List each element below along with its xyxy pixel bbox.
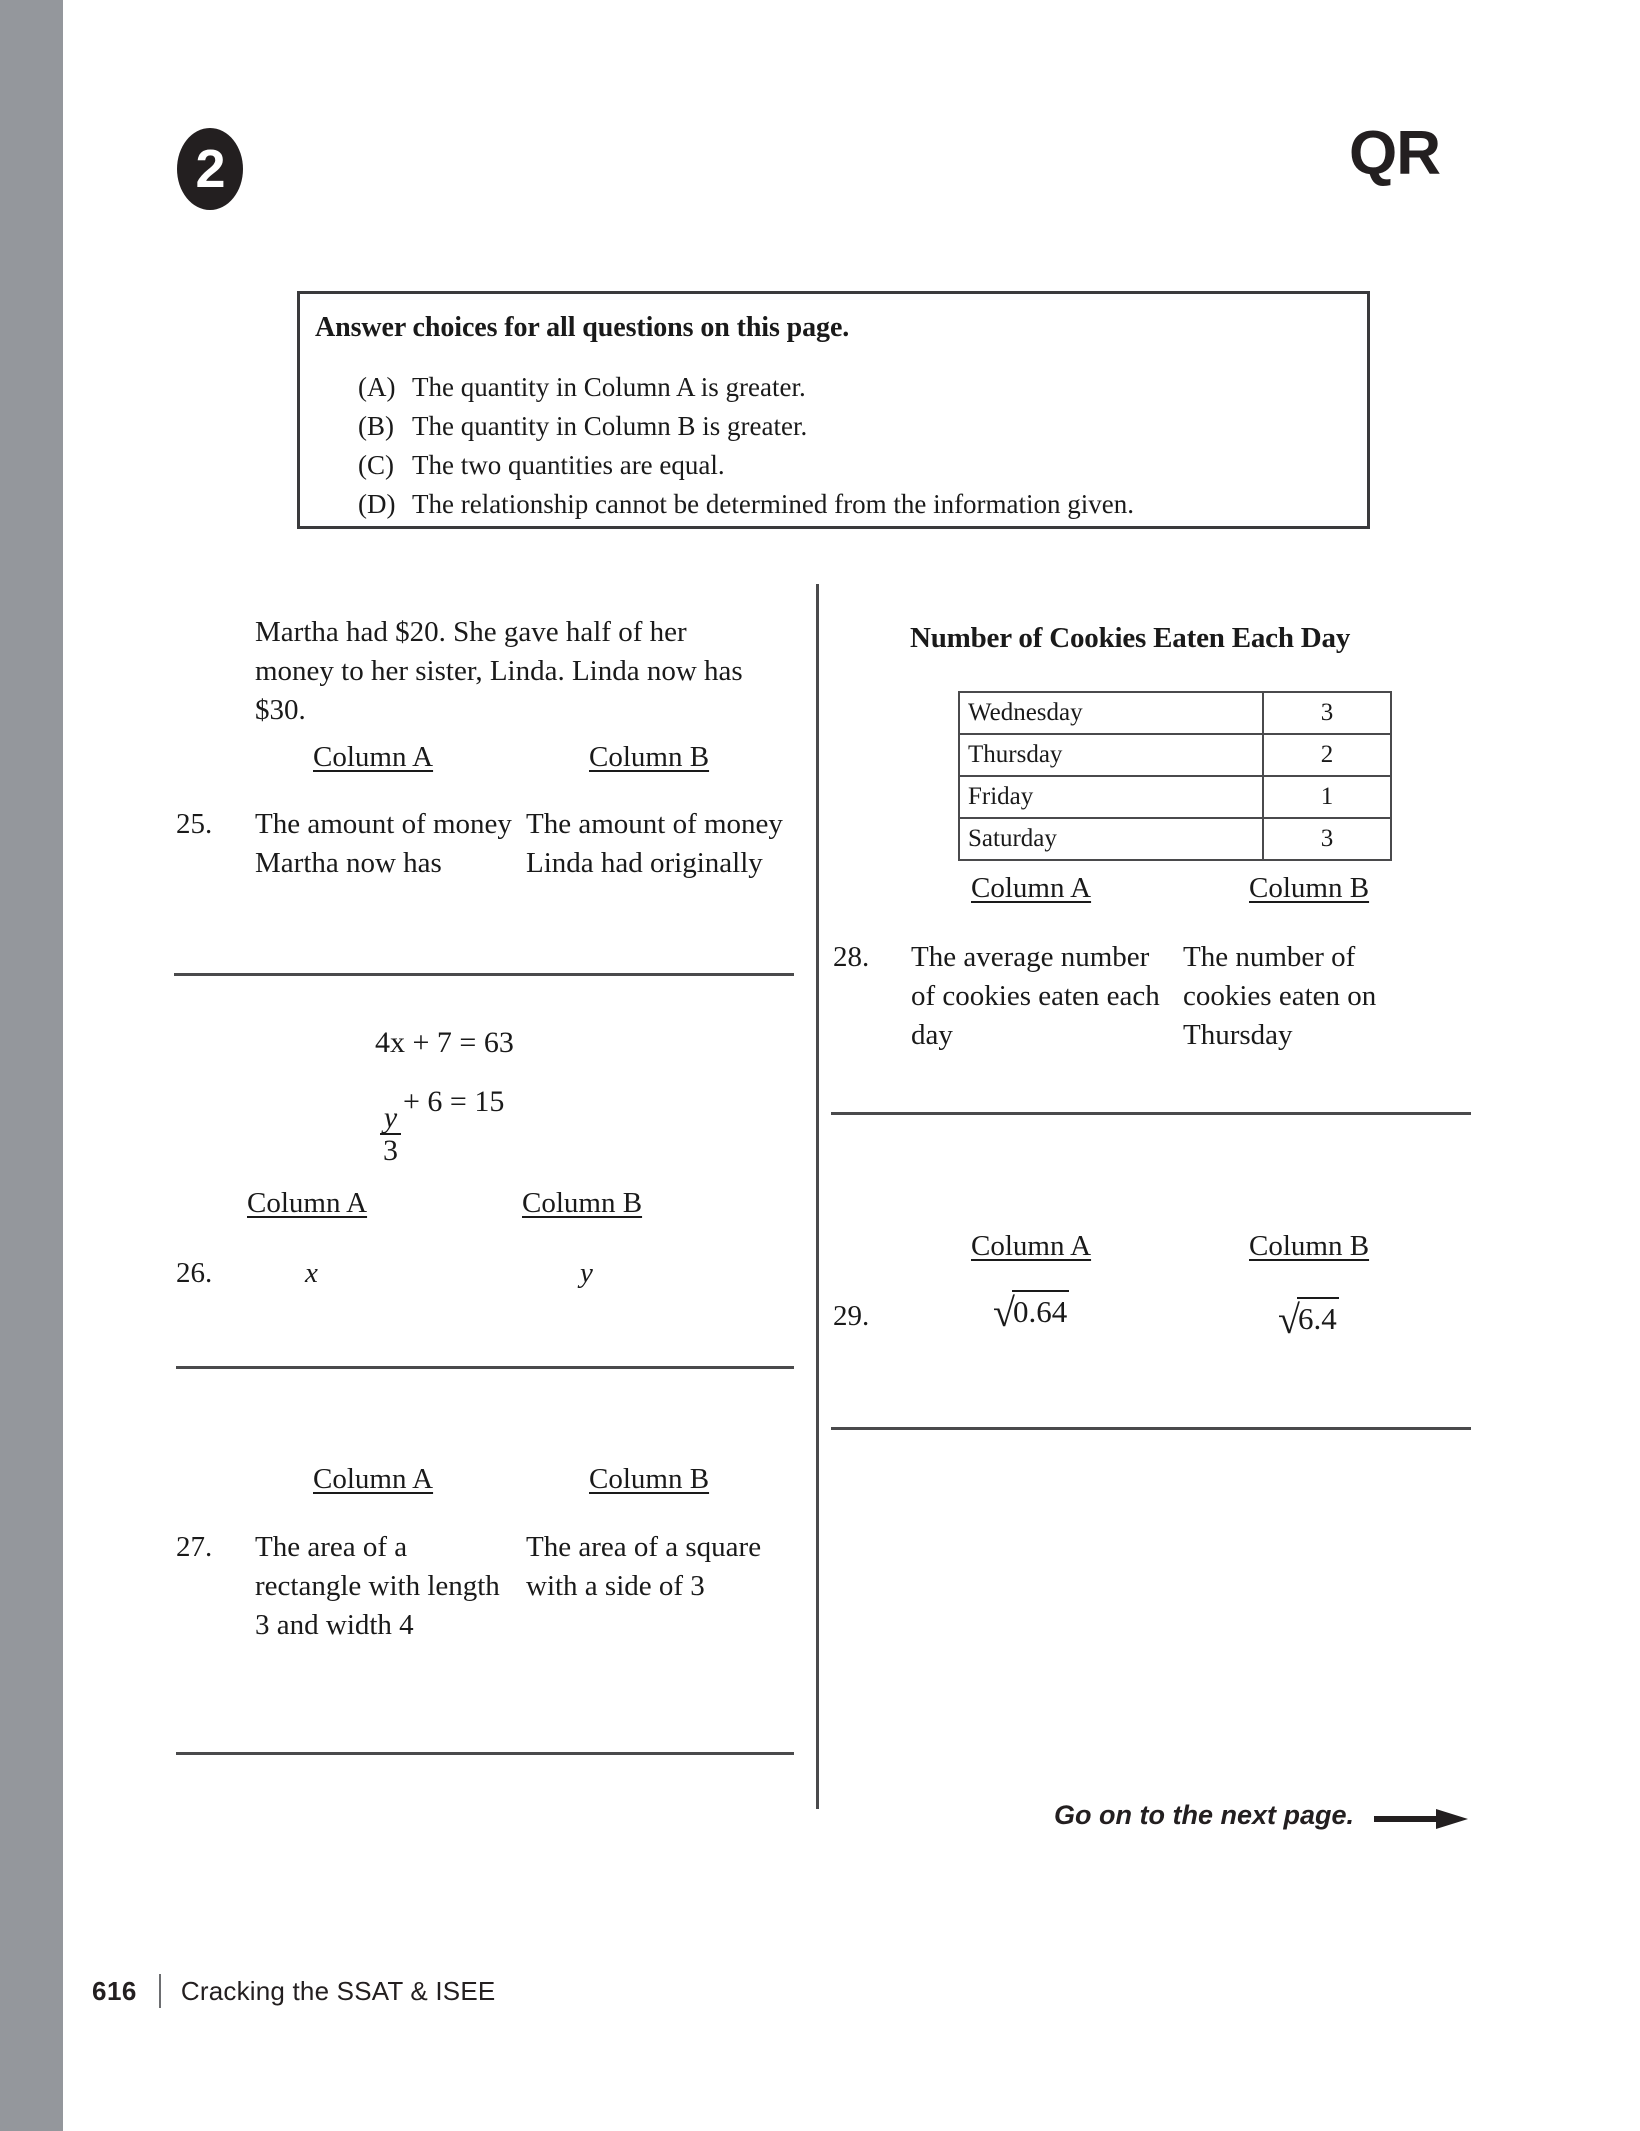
table-row: [959, 734, 1391, 776]
page-number: 616: [92, 1975, 137, 2006]
answer-choices-list: [358, 368, 1134, 524]
answer-choice-letter: (A): [358, 372, 396, 402]
table-cell-day: Friday: [959, 776, 1263, 818]
table-cell-count: 3: [1263, 818, 1391, 860]
answer-choice-text: The quantity in Column A is greater.: [412, 372, 806, 402]
page-footer: [92, 1974, 495, 2008]
table-cell-day: Saturday: [959, 818, 1263, 860]
section-number-badge: 2: [177, 128, 243, 210]
go-on-to-next-page-text: Go on to the next page.: [1054, 1800, 1355, 1830]
q26-equation-one: 4x + 7 = 63: [375, 1026, 514, 1059]
q29-separator-rule: [831, 1427, 1471, 1430]
radicand: 6.4: [1297, 1297, 1339, 1336]
q26-column-a-heading: Column A: [247, 1187, 368, 1219]
answer-choice-d[interactable]: [358, 485, 1134, 524]
q27-separator-rule: [176, 1752, 794, 1755]
q25-column-b-text: The amount of money Linda had originally: [526, 808, 783, 879]
q28-column-a-text: The average number of cookies eaten each day: [911, 941, 1160, 1051]
q25-column-a-heading: Column A: [313, 741, 434, 773]
q26-equation-two: [380, 1083, 504, 1167]
answer-choice-a[interactable]: [358, 368, 1134, 407]
q25-separator-rule: [174, 973, 794, 976]
left-gray-margin-bar: [0, 0, 63, 2131]
q29-column-a-radical: [993, 1292, 1069, 1333]
table-cell-count: 1: [1263, 776, 1391, 818]
radicand: 0.64: [1012, 1290, 1069, 1329]
q29-number: 29.: [833, 1300, 870, 1332]
q27-column-a-heading: Column A: [313, 1463, 434, 1495]
answer-choices-box: [297, 291, 1370, 529]
book-title: Cracking the SSAT & ISEE: [180, 1975, 496, 2006]
q26-equation-two-rest: + 6 = 15: [403, 1085, 505, 1118]
q26-column-a-text: x: [305, 1257, 318, 1289]
answer-choice-letter: (B): [358, 411, 394, 441]
q27-number: 27.: [176, 1531, 213, 1563]
radical-sign-icon: √: [993, 1290, 1015, 1335]
q28-column-b-heading: Column B: [1249, 872, 1370, 904]
q25-column-a-text: The amount of money Martha now has: [255, 808, 512, 879]
answer-choice-c[interactable]: [358, 446, 1134, 485]
table-cell-day: Thursday: [959, 734, 1263, 776]
cookies-table: [958, 691, 1392, 861]
table-cell-count: 2: [1263, 734, 1391, 776]
table-row: [959, 776, 1391, 818]
q29-column-b-heading: Column B: [1249, 1230, 1370, 1262]
section-code-label: QR: [1349, 119, 1440, 188]
column-divider: [816, 584, 819, 1809]
fraction-denominator: 3: [383, 1133, 398, 1167]
fraction-y-over-3: [380, 1100, 401, 1167]
q27-column-b-text: The area of a square with a side of 3: [526, 1531, 762, 1602]
answer-choice-text: The quantity in Column B is greater.: [412, 411, 808, 441]
table-cell-count: 3: [1263, 692, 1391, 734]
table-row: [959, 818, 1391, 860]
q29-column-a-heading: Column A: [971, 1230, 1092, 1262]
radical-sign-icon: √: [1278, 1297, 1300, 1342]
q26-separator-rule: [176, 1366, 794, 1369]
q27-column-a-text: The area of a rectangle with length 3 and width 4: [255, 1531, 500, 1641]
q25-number: 25.: [176, 808, 213, 840]
q28-separator-rule: [831, 1112, 1471, 1115]
q26-column-b-text: y: [580, 1257, 593, 1289]
answer-choice-text: The relationship cannot be determined from the information given.: [412, 489, 1135, 519]
q26-column-b-heading: Column B: [522, 1187, 643, 1219]
q28-column-a-heading: Column A: [971, 872, 1092, 904]
q29-column-b-radical: [1278, 1299, 1339, 1340]
footer-divider: [159, 1974, 161, 2008]
q28-column-b-text: The number of cookies eaten on Thursday: [1183, 941, 1377, 1051]
fraction-numerator: y: [380, 1103, 401, 1135]
q25-column-b-heading: Column B: [589, 741, 710, 773]
right-arrow-icon: [1374, 1809, 1468, 1829]
table-row: [959, 692, 1391, 734]
answer-choice-letter: (C): [358, 450, 394, 480]
q28-number: 28.: [833, 941, 870, 973]
answer-choices-title: Answer choices for all questions on this page.: [315, 312, 850, 343]
cookies-table-title: Number of Cookies Eaten Each Day: [910, 622, 1351, 654]
table-cell-day: Wednesday: [959, 692, 1263, 734]
answer-choice-text: The two quantities are equal.: [412, 450, 725, 480]
answer-choice-b[interactable]: [358, 407, 1134, 446]
q26-number: 26.: [176, 1257, 213, 1289]
q25-intro-text: Martha had $20. She gave half of her money to her sister, Linda. Linda now has $30.: [255, 616, 743, 726]
answer-choice-letter: (D): [358, 489, 396, 519]
q27-column-b-heading: Column B: [589, 1463, 710, 1495]
